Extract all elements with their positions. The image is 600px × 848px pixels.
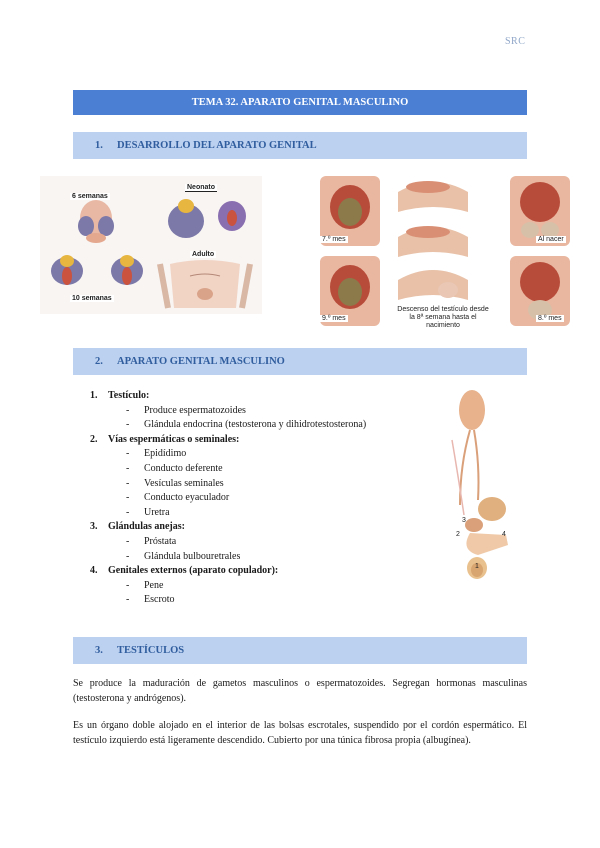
list-item: 2. Vías espermáticas o seminales: - Epidídimo - Conducto deferente - Vesículas seminales - Conducto eyaculador - Uretra <box>90 433 240 518</box>
section-heading-2 <box>73 348 527 375</box>
list-subitem: Próstata <box>144 535 177 547</box>
organ-list <box>90 389 410 608</box>
section-number: 3. <box>95 645 103 656</box>
list-subitem: Conducto eyaculador <box>144 492 230 504</box>
anatomy-label: 3 <box>462 517 466 524</box>
label-adult: Adulto <box>192 251 215 258</box>
page-title: TEMA 32. APARATO GENITAL MASCULINO <box>73 90 527 115</box>
list-number: 4. <box>90 565 98 577</box>
list-label: Testículo: <box>108 390 150 401</box>
list-subitem: Epidídimo <box>144 448 187 460</box>
list-subitem: Escroto <box>144 594 175 606</box>
section-title: TESTÍCULOS <box>117 645 185 656</box>
list-subitem: Produce espermatozoides <box>144 404 246 416</box>
male-genital-anatomy-figure <box>430 385 520 585</box>
section-number: 2. <box>95 356 103 367</box>
list-subitem: Uretra <box>144 506 170 518</box>
label-6-weeks: 6 semanas <box>72 193 108 200</box>
label-9th-month: 9.º mes <box>322 315 346 322</box>
section-heading-1 <box>73 132 527 159</box>
section-title: DESARROLLO DEL APARATO GENITAL <box>117 140 317 151</box>
list-item: 1. Testículo: - Produce espermatozoides - Glándula endocrina (testosterona y dihidrotestosterona) <box>90 390 367 431</box>
list-label: Genitales externos (aparato copulador): <box>108 565 279 577</box>
anatomy-label: 4 <box>502 531 506 538</box>
section-heading-3 <box>73 637 527 664</box>
list-number: 2. <box>90 433 98 445</box>
list-number: 1. <box>90 390 98 401</box>
paragraph: Es un órgano doble alojado en el interior de las bolsas escrotales, suspendido por el cordón espermático. El testículo izquierdo está ligeramente descendido. Cubierto por una túnica fibrosa propia (albugínea). <box>73 720 527 746</box>
list-subitem: Pene <box>144 579 164 591</box>
anatomy-illustration <box>430 385 520 585</box>
anatomy-label: 2 <box>456 531 460 538</box>
list-subitem: Vesículas seminales <box>144 477 224 489</box>
list-item: 3. Glándulas anejas: - Próstata - Glándula bulbouretrales <box>90 521 241 562</box>
list-label: Vías espermáticas o seminales: <box>108 433 240 445</box>
label-7th-month: 7.º mes <box>322 236 346 243</box>
paragraph: Se produce la maduración de gametos masculinos o espermatozoides. Segregan hormonas masculinas (testosterona y andrógenos). <box>73 678 527 704</box>
section-title: APARATO GENITAL MASCULINO <box>117 356 285 367</box>
section-number: 1. <box>95 140 103 151</box>
list-item: 4. Genitales externos (aparato copulador): - Pene - Escroto <box>90 565 279 606</box>
development-figure <box>40 176 262 314</box>
label-neonate: Neonato <box>187 184 215 191</box>
label-newborn: Al nacer <box>538 236 564 243</box>
header-initials: SRC <box>505 36 526 47</box>
label-10-weeks: 10 semanas <box>72 295 112 302</box>
list-subitem: Glándula bulbouretrales <box>144 550 241 562</box>
list-subitem: Conducto deferente <box>144 462 223 474</box>
label-8th-month: 8.º mes <box>538 315 562 322</box>
list-subitem: Glándula endocrina (testosterona y dihidrotestosterona) <box>144 419 367 431</box>
list-label: Glándulas anejas: <box>108 521 185 533</box>
testis-descent-illustration <box>318 172 573 328</box>
testis-descent-figure <box>318 172 573 328</box>
anatomy-label: 1 <box>475 563 479 570</box>
figure-caption: Descenso del testículo desde la 8ª semana hasta el nacimiento <box>392 306 494 330</box>
list-number: 3. <box>90 521 98 533</box>
